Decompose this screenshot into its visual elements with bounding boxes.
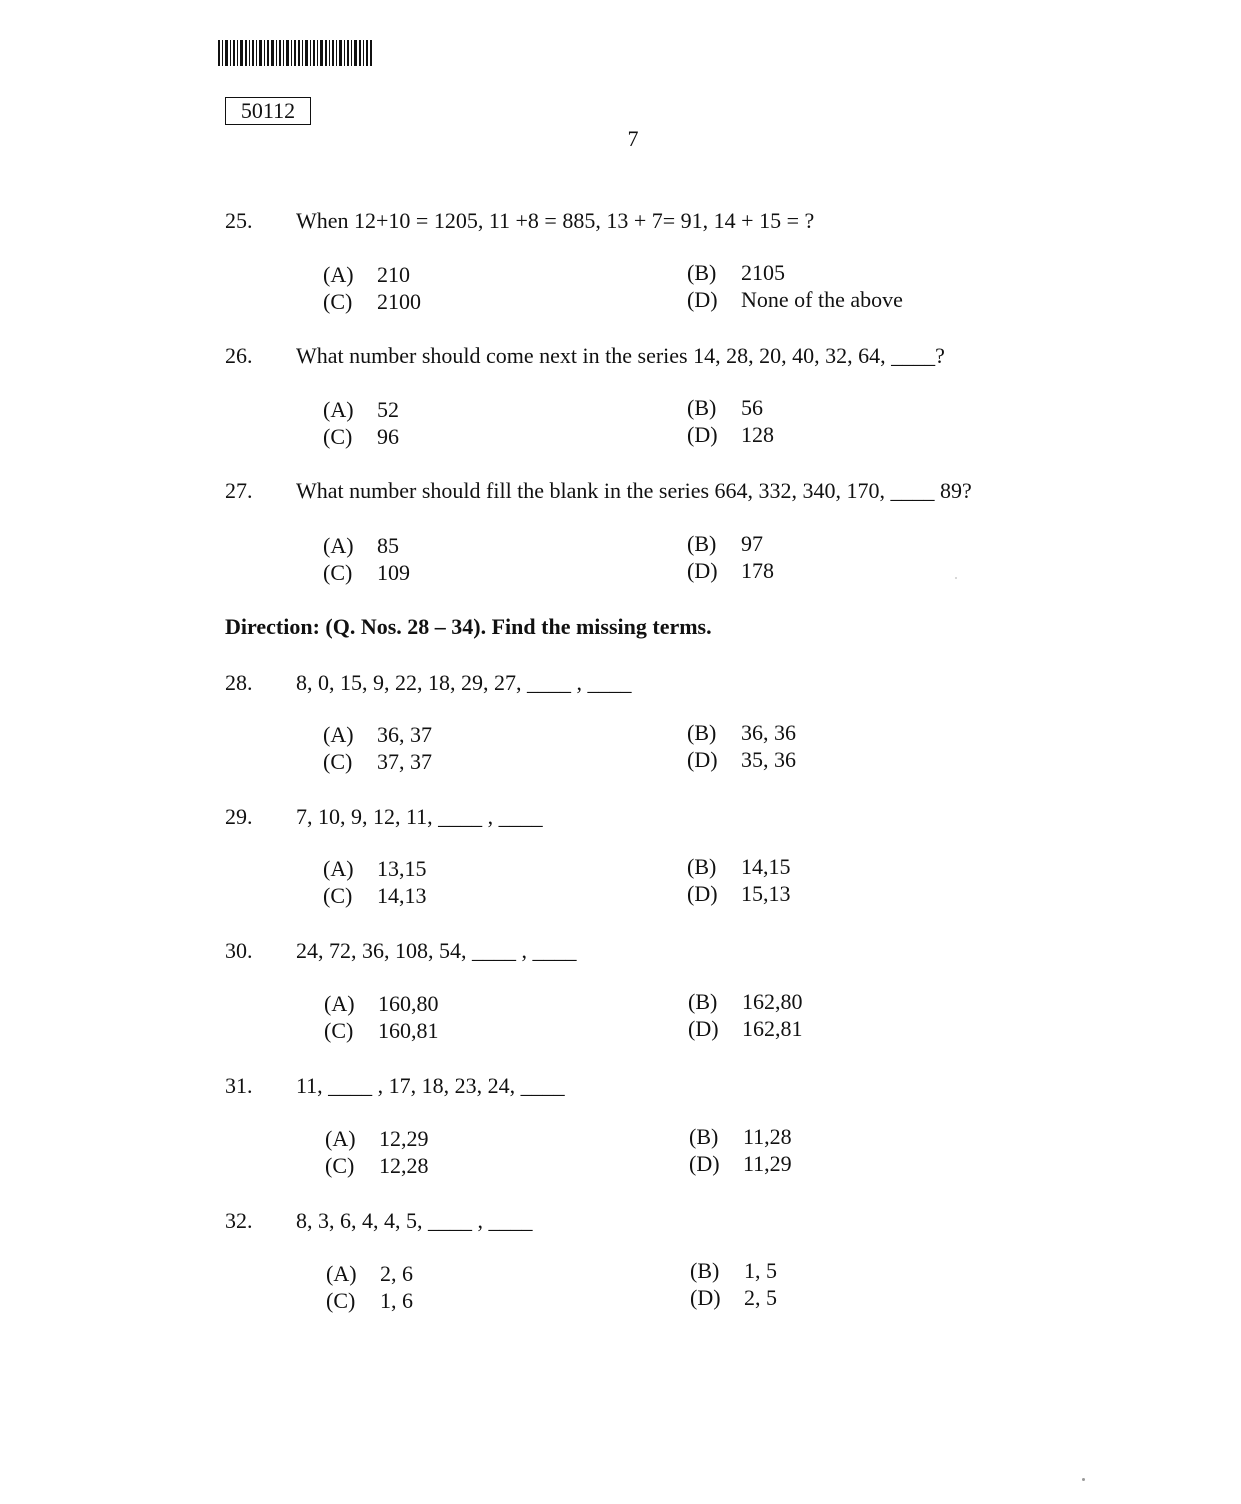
question-text: 11, ____ , 17, 18, 23, 24, ____ bbox=[296, 1073, 565, 1098]
option-d bbox=[689, 1151, 792, 1177]
option-a bbox=[324, 991, 439, 1017]
option-label: (C) bbox=[326, 1288, 356, 1313]
option-d bbox=[687, 558, 774, 584]
option-value: 1, 6 bbox=[380, 1288, 413, 1313]
option-b bbox=[687, 720, 796, 746]
question-text: 7, 10, 9, 12, 11, ____ , ____ bbox=[296, 804, 543, 829]
option-value: 160,80 bbox=[378, 991, 439, 1016]
question-number: 32. bbox=[225, 1208, 253, 1233]
option-value: 162,80 bbox=[742, 989, 803, 1014]
option-b bbox=[688, 989, 803, 1015]
option-d bbox=[687, 422, 774, 448]
option-value: 128 bbox=[741, 422, 774, 447]
option-value: 11,29 bbox=[743, 1151, 792, 1176]
scan-speck bbox=[1082, 1478, 1085, 1481]
option-d bbox=[688, 1016, 803, 1042]
option-value: 11,28 bbox=[743, 1124, 792, 1149]
option-label: (D) bbox=[687, 881, 718, 906]
option-label: (A) bbox=[323, 262, 354, 287]
question-text: What number should come next in the series 14, 28, 20, 40, 32, 64, ____? bbox=[296, 343, 945, 368]
option-value: 14,13 bbox=[377, 883, 427, 908]
option-c bbox=[324, 1018, 439, 1044]
option-label: (D) bbox=[687, 422, 718, 447]
option-a bbox=[323, 397, 399, 423]
question-text: 24, 72, 36, 108, 54, ____ , ____ bbox=[296, 938, 577, 963]
option-label: (A) bbox=[326, 1261, 357, 1286]
option-value: 162,81 bbox=[742, 1016, 803, 1041]
question-number: 29. bbox=[225, 804, 253, 829]
page-number: 7 bbox=[627, 126, 639, 151]
option-label: (C) bbox=[323, 424, 353, 449]
option-label: (A) bbox=[323, 397, 354, 422]
option-value: 52 bbox=[377, 397, 399, 422]
option-label: (C) bbox=[325, 1153, 355, 1178]
option-label: (A) bbox=[325, 1126, 356, 1151]
question-text: What number should fill the blank in the series 664, 332, 340, 170, ____ 89? bbox=[296, 478, 972, 503]
option-a bbox=[323, 262, 410, 288]
option-value: 210 bbox=[377, 262, 410, 287]
option-value: 37, 37 bbox=[377, 749, 432, 774]
option-d bbox=[690, 1285, 777, 1311]
option-label: (C) bbox=[323, 289, 353, 314]
option-label: (D) bbox=[687, 558, 718, 583]
option-label: (C) bbox=[324, 1018, 354, 1043]
option-value: 35, 36 bbox=[741, 747, 796, 772]
question-number: 27. bbox=[225, 478, 253, 503]
option-c bbox=[326, 1288, 413, 1314]
question-number: 25. bbox=[225, 208, 253, 233]
option-value: 15,13 bbox=[741, 881, 791, 906]
option-a bbox=[326, 1261, 413, 1287]
scan-speck bbox=[955, 577, 957, 579]
option-label: (D) bbox=[690, 1285, 721, 1310]
option-value: 36, 36 bbox=[741, 720, 796, 745]
barcode bbox=[218, 40, 372, 66]
option-value: 2105 bbox=[741, 260, 785, 285]
option-b bbox=[687, 854, 791, 880]
option-value: 85 bbox=[377, 533, 399, 558]
option-label: (A) bbox=[324, 991, 355, 1016]
option-value: 12,28 bbox=[379, 1153, 429, 1178]
option-value: 56 bbox=[741, 395, 763, 420]
paper-code-box: 50112 bbox=[225, 97, 311, 125]
option-label: (B) bbox=[690, 1258, 720, 1283]
option-label: (D) bbox=[687, 287, 718, 312]
option-b bbox=[687, 531, 763, 557]
option-label: (A) bbox=[323, 722, 354, 747]
option-c bbox=[323, 424, 399, 450]
option-label: (B) bbox=[689, 1124, 719, 1149]
direction-heading: Direction: (Q. Nos. 28 – 34). Find the missing terms. bbox=[225, 614, 712, 639]
option-value: 1, 5 bbox=[744, 1258, 777, 1283]
option-value: 2, 5 bbox=[744, 1285, 777, 1310]
option-a bbox=[323, 722, 432, 748]
option-c bbox=[323, 560, 410, 586]
option-b bbox=[687, 395, 763, 421]
option-c bbox=[323, 289, 421, 315]
question-text: 8, 0, 15, 9, 22, 18, 29, 27, ____ , ____ bbox=[296, 670, 632, 695]
option-label: (B) bbox=[687, 395, 717, 420]
option-label: (B) bbox=[687, 531, 717, 556]
option-label: (B) bbox=[687, 854, 717, 879]
option-value: 109 bbox=[377, 560, 410, 585]
option-label: (D) bbox=[687, 747, 718, 772]
option-a bbox=[323, 856, 427, 882]
option-d bbox=[687, 287, 903, 313]
question-number: 28. bbox=[225, 670, 253, 695]
option-value: 178 bbox=[741, 558, 774, 583]
option-label: (C) bbox=[323, 749, 353, 774]
option-label: (C) bbox=[323, 560, 353, 585]
question-text: When 12+10 = 1205, 11 +8 = 885, 13 + 7= 91, 14 + 15 = ? bbox=[296, 208, 815, 233]
option-label: (C) bbox=[323, 883, 353, 908]
option-value: 14,15 bbox=[741, 854, 791, 879]
question-number: 26. bbox=[225, 343, 253, 368]
option-value: 96 bbox=[377, 424, 399, 449]
option-b bbox=[687, 260, 785, 286]
option-label: (D) bbox=[689, 1151, 720, 1176]
option-a bbox=[325, 1126, 429, 1152]
option-c bbox=[325, 1153, 429, 1179]
option-b bbox=[690, 1258, 777, 1284]
option-label: (A) bbox=[323, 533, 354, 558]
option-label: (B) bbox=[687, 720, 717, 745]
option-value: 160,81 bbox=[378, 1018, 439, 1043]
option-b bbox=[689, 1124, 792, 1150]
option-value: 13,15 bbox=[377, 856, 427, 881]
question-number: 30. bbox=[225, 938, 253, 963]
option-a bbox=[323, 533, 399, 559]
option-label: (A) bbox=[323, 856, 354, 881]
option-c bbox=[323, 883, 427, 909]
option-label: (B) bbox=[688, 989, 718, 1014]
option-value: 97 bbox=[741, 531, 763, 556]
option-value: 2100 bbox=[377, 289, 421, 314]
option-value: 2, 6 bbox=[380, 1261, 413, 1286]
option-label: (B) bbox=[687, 260, 717, 285]
option-value: None of the above bbox=[741, 287, 903, 312]
question-text: 8, 3, 6, 4, 4, 5, ____ , ____ bbox=[296, 1208, 533, 1233]
option-d bbox=[687, 747, 796, 773]
option-label: (D) bbox=[688, 1016, 719, 1041]
option-value: 12,29 bbox=[379, 1126, 429, 1151]
option-d bbox=[687, 881, 791, 907]
option-value: 36, 37 bbox=[377, 722, 432, 747]
question-number: 31. bbox=[225, 1073, 253, 1098]
option-c bbox=[323, 749, 432, 775]
